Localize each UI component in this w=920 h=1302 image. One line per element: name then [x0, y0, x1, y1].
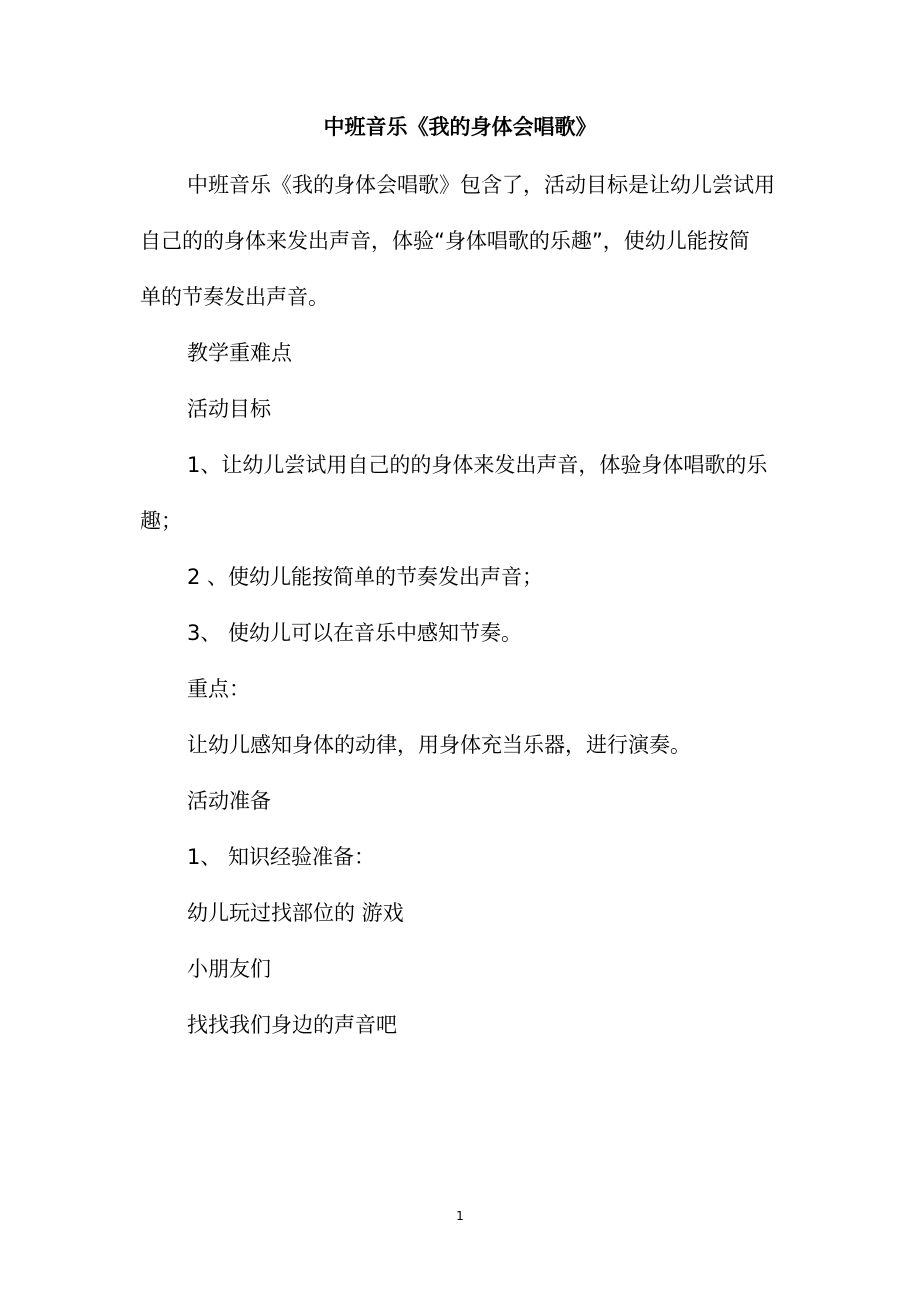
heading-key-points: 教学重难点 [187, 341, 292, 365]
intro-line-2: 自己的的身体来发出声音，体验“身体唱歌的乐趣”，使幼儿能按简 [140, 229, 750, 253]
focus-label: 重点： [187, 677, 250, 701]
page-number: 1 [456, 1209, 464, 1223]
prep-heading: 活动准备 [187, 789, 271, 813]
line-find-sounds: 找找我们身边的声音吧 [187, 1013, 397, 1037]
heading-goals: 活动目标 [187, 397, 271, 421]
line-kids: 小朋友们 [187, 957, 271, 981]
goal-3: 3、 使幼儿可以在音乐中感知节奏。 [187, 621, 523, 645]
prep-item-1-detail: 幼儿玩过找部位的 游戏 [187, 901, 404, 925]
focus-text: 让幼儿感知身体的动律，用身体充当乐器，进行演奏。 [187, 733, 691, 757]
intro-line-1: 中班音乐《我的身体会唱歌》包含了，活动目标是让幼儿尝试用 [187, 173, 775, 197]
intro-line-3: 单的节奏发出声音。 [140, 285, 329, 309]
goal-1-line-1: 1、让幼儿尝试用自己的的身体来发出声音，体验身体唱歌的乐 [187, 453, 768, 477]
document-title: 中班音乐《我的身体会唱歌》 [323, 115, 597, 139]
goal-1-line-2: 趣； [140, 509, 182, 533]
goal-2: 2 、使幼儿能按简单的节奏发出声音； [187, 565, 544, 589]
prep-item-1: 1、 知识经验准备： [187, 845, 376, 869]
